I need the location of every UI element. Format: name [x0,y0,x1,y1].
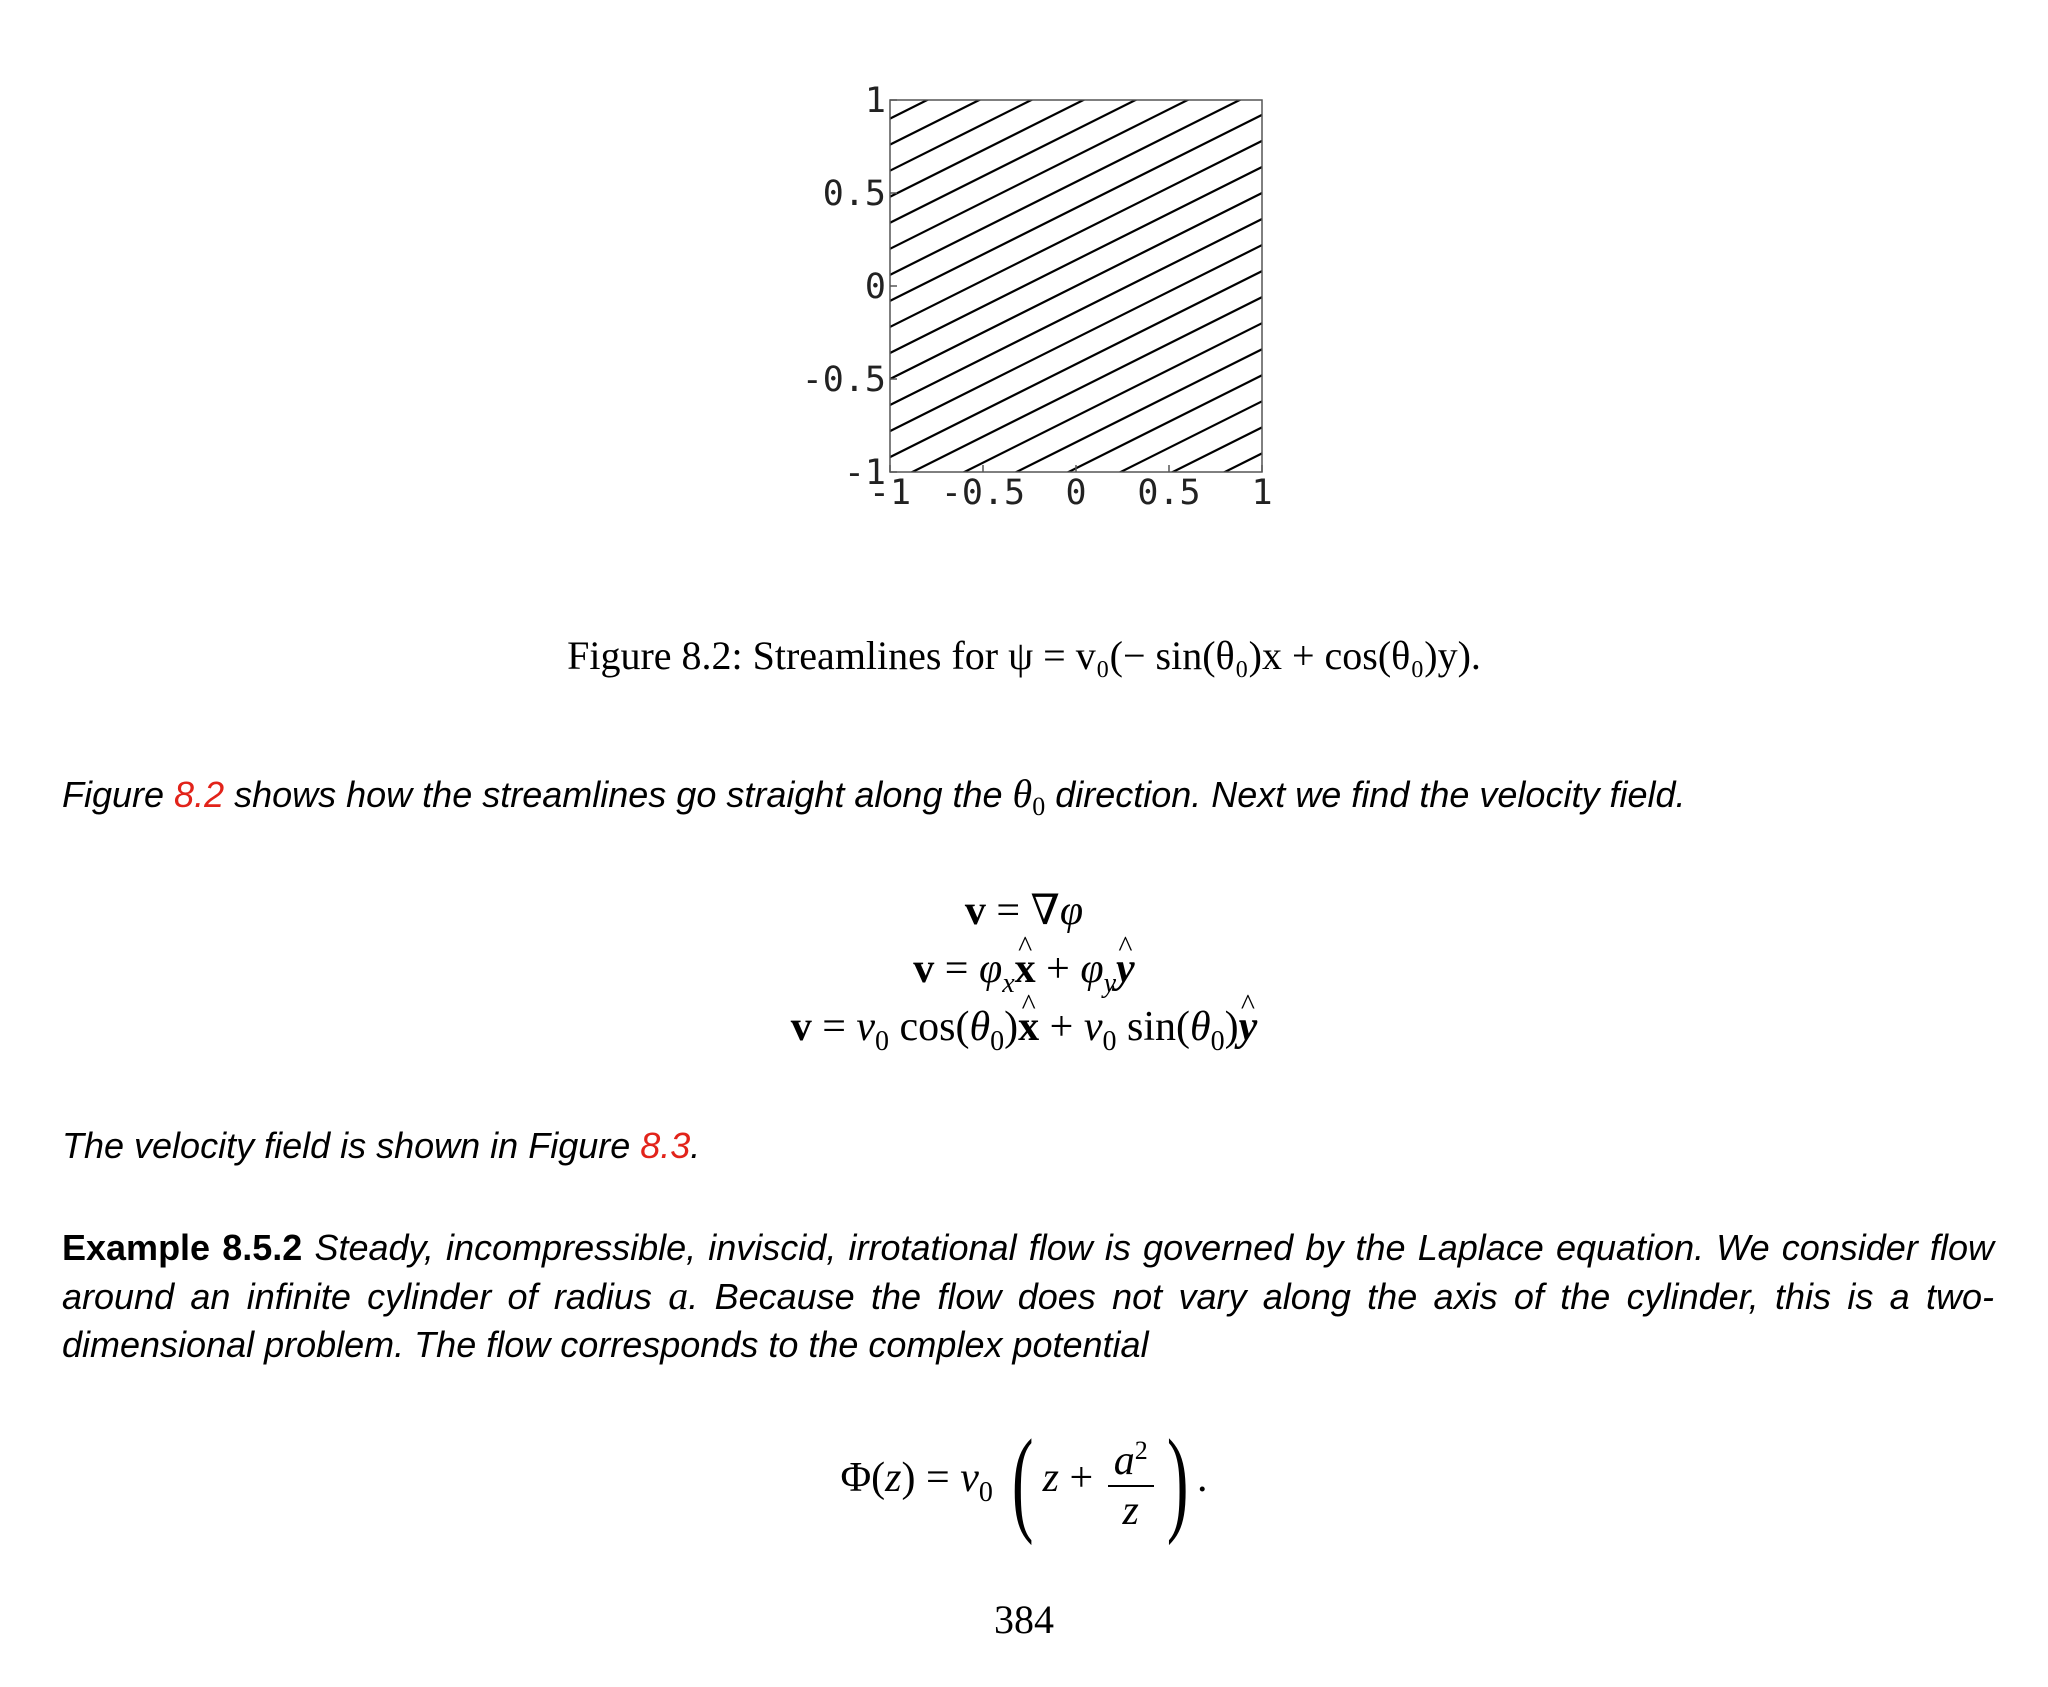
right-paren: ) [1166,1415,1189,1547]
streamline-plot [0,0,2048,560]
equation-velocity-components: $v = \varphi_x\^{}$ $x + \varphi_y\^{}$ y [0,944,2048,1009]
y-tick-label: 1 [864,81,886,121]
figure-caption [0,632,2048,680]
para1-suffix: direction. Next we find the velocity field. [1045,774,1686,815]
fraction-denominator: z [1122,1488,1139,1535]
potential-lhs: $\Phi(z) = v_0$ [840,1455,993,1508]
streamline [890,0,1262,119]
figure-ref-8-2[interactable]: 8.2 [174,774,225,815]
fraction [1108,1427,1154,1535]
y-tick-label: -0.5 [801,360,886,400]
example-text-1: Steady, incompressible, inviscid, irrotational flow is governed by the Laplace equation. We consider flow around an infinite cylinder of radius [62,1227,1994,1317]
example-heading: Example 8.5.2 [62,1227,303,1268]
y-tick-label: 0 [864,267,886,307]
x-tick-label: -0.5 [940,473,1026,513]
paragraph-velocity-ref [62,1122,1994,1170]
streamline [890,0,1262,145]
y-tick-label: -1 [843,453,886,493]
y-tick-label: 0.5 [822,174,886,214]
x-tick-label: 0 [1065,473,1087,513]
paragraph-streamlines [62,770,1994,831]
para1-prefix: Figure [62,774,175,815]
fraction-numerator: $a^2$ [1108,1427,1154,1487]
streamline [890,0,1262,171]
theta-subscript: 0 [1032,792,1046,821]
page-number: 384 [994,1597,1054,1642]
equation-velocity-field: $v = v_0$ $\cos(\theta_0)\^{}$ $x + v_0$ $\sin(\theta_0)\^{}$ y [0,1002,2048,1067]
x-tick-label: -1 [868,473,912,513]
example-text-2: . Because the flow does not vary along the axis of the cylinder, this is a two-dimensional problem. The flow corresponds to the complex potential [62,1276,1994,1365]
equation-velocity-gradient: v = ∇φ [964,888,1084,934]
para2-suffix: . [690,1125,701,1166]
theta-symbol: θ [1012,771,1033,816]
example-paragraph [62,1224,1994,1369]
caption-text: Figure 8.2: Streamlines for ψ = v₀(− sin(θ₀)x + cos(θ₀)y). [567,633,1481,678]
para2-prefix: The velocity field is shown in Figure [62,1125,641,1166]
equation-complex-potential: $\Phi(z) = v_0$ ( z + $\frac{a^2}{z}$ ) . [840,1415,1208,1547]
para1-mid: shows how the streamlines go straight along the [224,774,1013,815]
x-tick-label: 0.5 [1137,473,1201,513]
left-paren: ( [1012,1415,1034,1547]
potential-z: z [1042,1455,1060,1501]
figure-ref-8-3[interactable]: 8.3 [640,1125,691,1166]
radius-variable: a [668,1273,689,1318]
y-axis-ticks [802,81,897,493]
x-tick-label: 1 [1251,473,1273,513]
potential-period: . [1197,1455,1208,1501]
